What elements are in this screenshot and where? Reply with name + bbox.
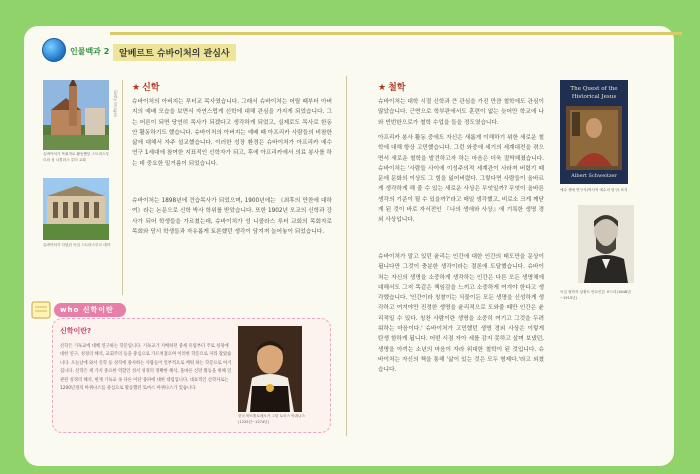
university-photo-caption: 슈바이처가 다녔던 독일 스트라스부르 대학 [43, 243, 111, 247]
page-title: 알베르트 슈바이처의 관심사 [113, 44, 236, 61]
philosopher-portrait [578, 205, 634, 283]
university-photo [43, 178, 109, 240]
book-title-line2: Historical Jesus [571, 94, 617, 100]
definition-title: 신학이란? [60, 327, 92, 335]
book-cover [560, 80, 628, 184]
who-badge-label: who 신학이란 [60, 306, 114, 314]
photo-credit-label: Getty Images [113, 90, 118, 117]
theology-paragraph-1: 슈바이처의 아버지는 루터교 목사였습니다. 그래서 슈바이처는 어릴 때부터 아버지의 예배 모습을 보면서 자연스럽게 신학에 대해 관심을 가지게 되었습니다. 그는 어른이 되면 당연히 목사가 되겠다고 생각하게 되었고, 실제로도 목사로 한동안 활동하기도 했습니다. 슈바이처의 아버지는 예배 때 아프리카 사람들의 비참한 삶에 대해서 자주 설교했습니다. 이러한 성장 환경은 슈바이처가 아프리카 예수 연구 1세대에 참여한 지표적인 신학자가 되고, 후에 아프리카에서 의료 봉사를 하는 데 중요한 밑거름이 되었습니다. [132, 99, 332, 167]
star-icon: ★ [132, 83, 141, 93]
who-badge [30, 298, 128, 322]
star-icon-2: ★ [378, 83, 387, 93]
philosopher-portrait-caption: 독일 철학자 앙불트 안토인튼 보드리(1848년~1915년) [560, 290, 631, 300]
book-title-line1: The Quest of the [570, 86, 618, 92]
theology-paragraph-2: 슈바이처는 1898년에 견습목사가 되었으며, 1900년에는 《최후의 만찬에 대하여》라는 논문으로 신학 박사 학위를 받았습니다. 또한 1902년 모교의 신학과 강사가 되어 학생들을 가르쳤는데, 슈바이처가 성 니콜라스 루터 교회의 목회자로 목회와 당시 학생들과 자유롭게 토론했던 생각이 담겨져 늘어놓이 되었습니다. [132, 198, 332, 235]
header-category: 인물백과 2 [70, 47, 110, 56]
theology-heading: ★ 신학 [132, 83, 160, 93]
church-photo [43, 80, 109, 150]
church-photo-caption: 슈바이처가 목회자로 활동했던 스트라스부르의 성 니콜라스 루터 교회 [43, 152, 109, 162]
center-divider [346, 76, 347, 436]
definition-text: 신학은 기독교에 대해 연구하는 학문입니다. 기독교가 지배하던 중세 유럽부터 주로 성경에 대한 연구, 성경의 해석, 교회주의 등을 중심으로 가르쳐졌으며 이러한 학문으로 자리 잡았습니다. 오늘날에 와서 신학 등 성직에 종사하는 사람들이 일부적으로 배워 하는 학문으로 여겨집니다. 신학은 세 가지 중요한 역할인 성서 성경의 정확한 해석, 올바른 신앙 활동을 위해 일관된 성경의 해석, 현재 기독교 속 다른 이단 종파에 대한 대립입니다. 대표적인 신학자로는 1200년경의 아퀴나스를 중심으로 활동했던 토마스 아퀴나스가 있습니다. [60, 344, 232, 392]
left-column-divider [122, 80, 123, 295]
book-author: Albert Schweitzer [571, 173, 617, 179]
philosophy-paragraph-1: 슈바이처는 대학 시절 신학과 큰 관심을 가진 만큼 철학에도 관심이 많았습니다. 근면으로 학부판에서도 훈련이 없는 늦어만 학교에 나와 빈번한으로가 철학 수업을 들을 정도였습니다. [378, 99, 544, 126]
globe-icon [42, 38, 66, 62]
book-cover-caption: 예수 생애 연구사(역사적 예수의 탐구) 표지 [560, 188, 628, 192]
philosophy-paragraph-3: 슈바이처가 말고 있던 윤리는 인간에 대한 인간의 태도만을 문상이 됩니다만 그것이 충분한 생각이라는 결론에 도달했습니다. 슈바이처는 자신의 생명을 소중하게 생각하는 인간은 다른 모든 생명체에 대해서도 그저 똑같은 책임감을 느끼고 소중하게 여겨야 한다고 생각했습니다. '인간이라 칭찰이는 식물이든 모든 생명을 신성하게 생각하고 여겨야만 진정한 생명을 윤리적으로 도와줄 때만 인간은 윤리적일 수 있다. 칭찬 사람이란 생명을 소중히 여기고 그것을 두려워하는 마음이다.' 슈바이처가 고민했던 생명 경외 사상은 이렇게 탄생 함하게 됩니다. 어떤 시점 자아 세를 감지 못하고 살며 보냈던, 생명을 아끼는 소년의 마음이 자라 위대한 철학이 된 것입니다. 슈바이처는 자신의 책을 통해 '삶이 있는 것은 모두 형제다.'라고 외쳤습니다. [378, 254, 544, 374]
header-divider [110, 32, 682, 35]
philosophy-paragraph-2: 아프리카 봉사 활동 중에도 자신은 새롭게 이해하기 위한 새로운 철학에 대해 항상 고민했습니다. 그런 와중에 세기의 세계대전을 겪으면서 새로운 철학을 발견하고자 하는 마음은 더욱 절박해졌습니다. 슈바이처는 '사람들 사이에 이성주의적 세계관이 사라져 버렸기 때문에 문화의 이상도 그 힘을 잃어버렸다. 그렇다면 사람들이 올바르게 생각하게 해 줄 수 있는 새로운 사상은 무엇일까? 무엇이 올바른 생각의 기준이 될 수 있을까?'라고 매일 생각했고, 비로소 크게 깨닫게 된 것이 바로 자서전인 『나의 생애와 사상』에 기록한 생명 경외 사상입니다. [378, 135, 544, 224]
aquinas-portrait-caption: 한국 바르톨로메오가 그린 토마스 아퀴나스(1225년~1274년) [238, 414, 306, 424]
philosophy-heading: ★ 철학 [378, 83, 406, 93]
aquinas-portrait [238, 326, 302, 412]
